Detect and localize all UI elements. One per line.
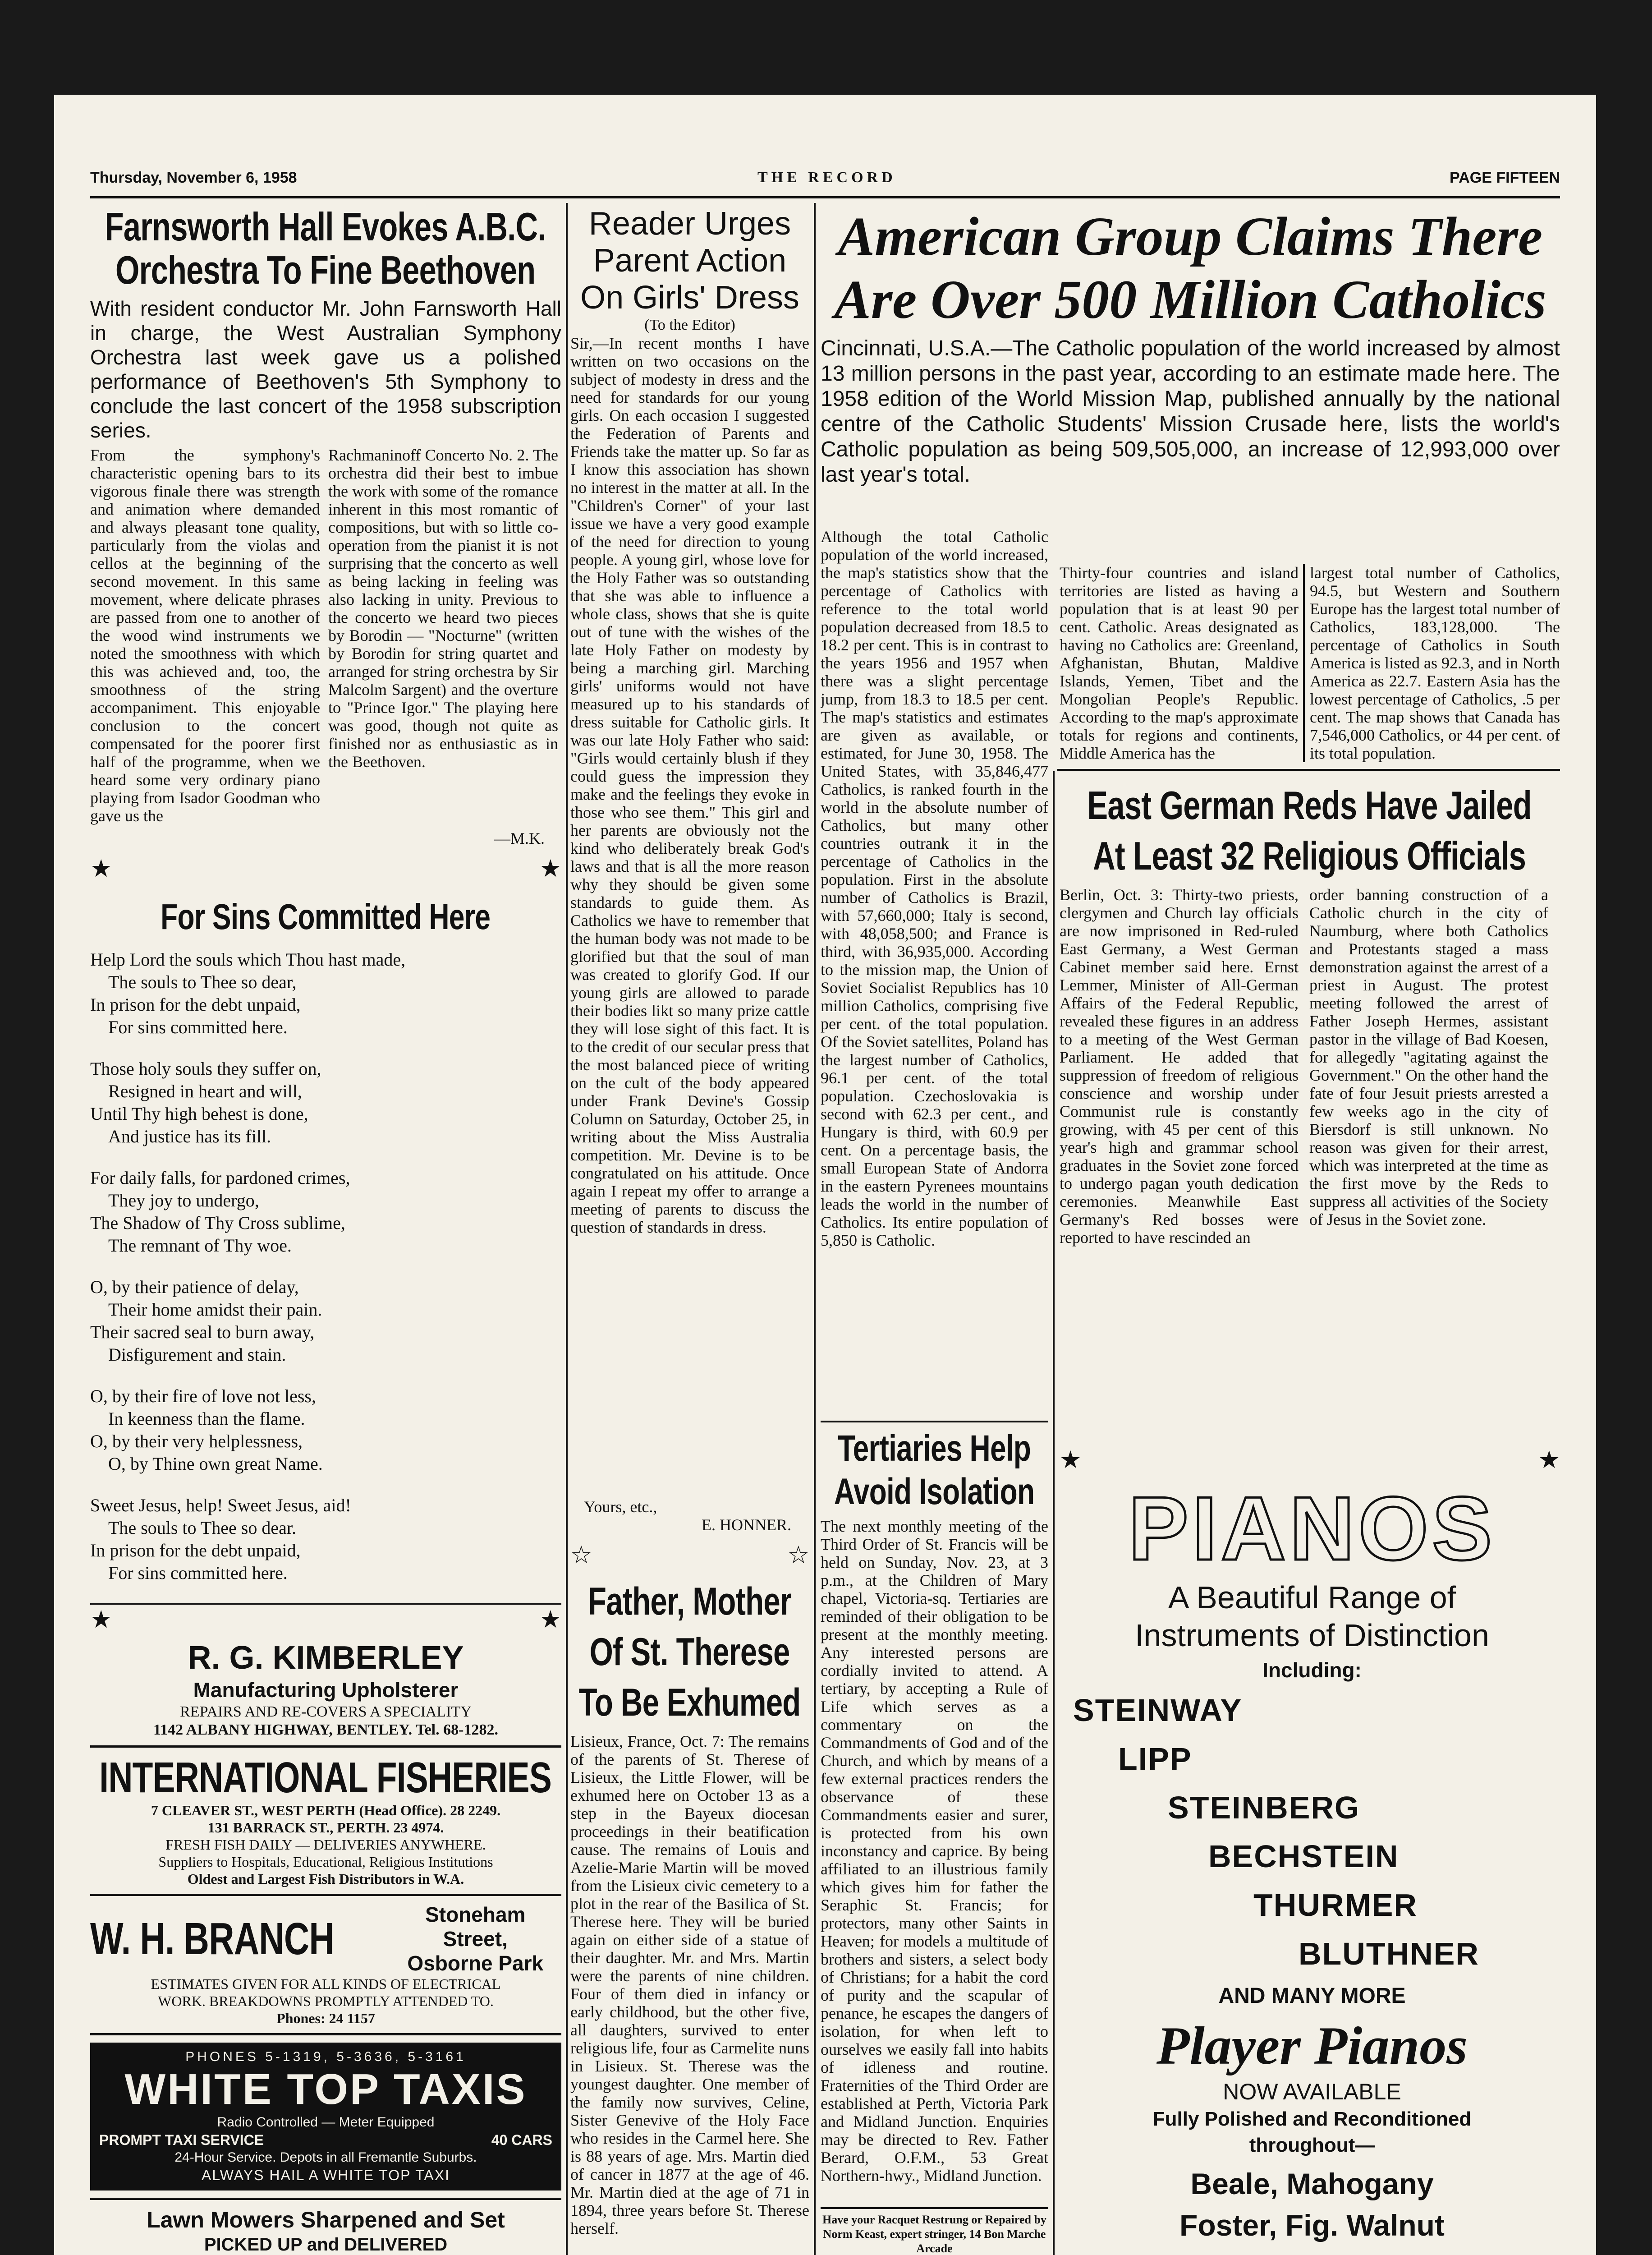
brand-thurmer: THURMER [1253, 1887, 1418, 1923]
pianos-woods1: Beale, Mahogany [1190, 2167, 1434, 2200]
pianos-title: PIANOS [1128, 1479, 1496, 1579]
poem-line: In prison for the debt unpaid, [90, 1540, 301, 1560]
pianos-polished2: throughout— [1249, 2134, 1375, 2156]
taxi-line1: Radio Controlled — Meter Equipped [217, 2115, 435, 2130]
therese-body: Lisieux, France, Oct. 7: The remains of the parents of St. Therese of Lisieux, the Little Flower, will be exhumed here on October 13 as a step in the Bayeux diocesan proceedings in their beatification cause. The remains of Louis and Azelie-Marie Martin will be moved from the Lisieux civic cemetery to a plot in the rear of the Basilica of St. Therese here. They will be buried again on either side of a statue of their daughter. Mr. and Mrs. Martin were the parents of nine children. Four of them died in infancy or early childhood, but the other five, all daughters, survived to enter religious life, four as Carmelite nuns in Lisieux. St. Therese was the youngest daughter. One member of the family now survives, Celine, Sister Genevive of the Holy Face who resides in the Carmel here. She is 88 years of age. Mrs. Martin died of cancer in 1877 at the age of 46. Mr. Martin died at the age of 71 in 1894, three years before St. Therese herself. [570, 1732, 809, 2237]
reader-signature: E. HONNER. [702, 1516, 791, 1534]
fisheries-line3: FRESH FISH DAILY — DELIVERIES ANYWHERE. [165, 1836, 486, 1853]
branch-address-line1: Stoneham Street, [425, 1903, 526, 1951]
reader-article [570, 205, 809, 1534]
poem-stanza [90, 948, 561, 1039]
pianos-sub1: A Beautiful Range of [1168, 1580, 1456, 1615]
mower-line1: Lawn Mowers Sharpened and Set [147, 2207, 505, 2232]
german-headline-line2: At Least 32 Religious Officials [1093, 833, 1526, 878]
poem-article [90, 894, 561, 1584]
taxi-ad [90, 2043, 561, 2191]
poem-line: Their home amidst their pain. [108, 1299, 322, 1320]
reader-headline-line2: Parent Action [593, 243, 787, 279]
poem-stanza [90, 1385, 561, 1475]
pianos-sub2: Instruments of Distinction [1135, 1618, 1489, 1653]
star-outline-icon: ☆ [570, 1542, 592, 1569]
poem-line: O, by Thine own great Name. [108, 1454, 323, 1474]
farnsworth-body-col2: Rachmaninoff Concerto No. 2. The orchestra did their best to imbue the work with some of the romance inherent in this most romantic of compositions, but with so little co-operation from the pianist it is not surprising that the concerto as well as being lacking in feeling was also lacking in unity. Previous to the concerto we heard two pieces by Borodin — "Nocturne" (written by Borodin for string quartet and arranged for string orchestra by Sir Malcolm Sargent) and the overture to "Prince Igor." The playing here was good, though not quite as finished nor as enthusiastic as in the Beethoven. [328, 446, 558, 771]
therese-headline-line1: Father, Mother [587, 1580, 792, 1623]
pianos-player: Player Pianos [1156, 2016, 1468, 2076]
catholics-lead: Cincinnati, U.S.A.—The Catholic population of the world increased by almost 13 million persons in the past year, according to an estimate made here. The 1958 edition of the World Mission Map, published annually by the national centre of the Catholic Students' Mission Crusade here, lists the world's Catholic population as being 509,505,000, an increase of 12,993,000 over last year's total. [821, 336, 1560, 487]
column-rule [814, 203, 816, 2255]
poem-line: O, by their patience of delay, [90, 1277, 299, 1297]
catholics-headline-line2: Are Over 500 Million Catholics [834, 269, 1546, 330]
german-headline-line1: East German Reds Have Jailed [1087, 783, 1532, 828]
pianos-ad [1064, 1479, 1560, 2255]
farnsworth-headline-line1: Farnsworth Hall Evokes A.B.C. [105, 205, 546, 249]
poem-line: For daily falls, for pardoned crimes, [90, 1168, 350, 1188]
catholics-headline-line1: American Group Claims There [838, 206, 1543, 267]
taxi-service: PROMPT TAXI SERVICE [99, 2132, 264, 2148]
star-icon: ★ [90, 1606, 112, 1633]
masthead-paper-name: THE RECORD [757, 169, 896, 186]
pianos-woods2: Foster, Fig. Walnut [1179, 2209, 1445, 2242]
separator-stars [1060, 1448, 1560, 1472]
brand-steinway: STEINWAY [1073, 1693, 1243, 1728]
fisheries-name: INTERNATIONAL FISHERIES [99, 1753, 552, 1802]
star-icon: ★ [90, 855, 112, 882]
masthead [90, 169, 1560, 198]
kimberley-line1: REPAIRS AND RE-COVERS A SPECIALITY [180, 1703, 472, 1720]
reader-body: Sir,—In recent months I have written on two occasions on the subject of modesty in dress and the need for standards for our young girls. On each occasion I suggested the Federation of Parents and Friends take the matter up. So far as I know this association has shown no interest in the matter at all. In the "Children's Corner" of your last issue we have a very good example of the need for direction to young people. A young girl, whose love for the Holy Father was so outstanding that she was able to influence a whole class, shows that she is quite out of tune with the wishes of the late Holy Father on modesty by being a marching girl. Marching girls' uniforms would not have measured up to his standards of dress suitable for Catholic girls. It was our late Holy Father who said: "Girls would certainly blush if they could guess the impression they make and the feelings they evoke in those who see them." This girl and her parents are obviously not the kind who deliberately break God's laws and that is all the more reason why they should be given some standards to guide them. As Catholics we have to remember that the human body was not made to be glorified but that the soul of man was created to glorify God. If our young girls are allowed to parade their bodies likt so many prize cattle they will lose sight of this fact. It is to the credit of our secular press that the most balanced piece of writing on the cult of the body appeared under Frank Devine's Gossip Column on Saturday, October 25, in writing about the Miss Australia competition. Mr. Devine is to be congratulated on his attitude. Once again I repeat my offer to arrange a meeting of parents to discuss the question of standards in dress. [570, 334, 809, 1236]
poem-body [90, 948, 561, 1584]
catholics-body-col3: largest total number of Catholics, 94.5, but Western and Southern Europe has the largest total number of Catholics, 183,128,000. The percentage of Catholics in South America is listed as 92.3, and in North America as 22.7. Eastern Asia has the lowest percentage of Catholics, .5 per cent. The map shows that Canada has 7,546,000 Catholics, or 44 per cent. of its total population. [1310, 564, 1560, 762]
separator-stars [90, 856, 561, 881]
branch-phone: Phones: 24 1157 [276, 2010, 375, 2026]
poem-line: Disfigurement and stain. [108, 1344, 286, 1365]
german-body-col2: order banning construction of a Catholic church in the city of Naumburg, where both Catholics and Protestants staged a mass demonstration against the arrest of a priest in August. The protest meeting followed the arrest of Father Joseph Hermes, assistant pastor in the village of Bad Koesen, for allegedly "agitating against the Government." On the other hand the fate of four Jesuit priests arrested a few weeks ago in the city of Biersdorf is still unknown. No reason was given for their arrest, which was interpreted at the time as the first move by the Reds to suppress all activities of the Society of Jesus in the Soviet zone. [1309, 886, 1548, 1229]
tertiaries-headline-line2: Avoid Isolation [834, 1471, 1035, 1512]
poem-line: Until Thy high behest is done, [90, 1104, 308, 1124]
pianos-more: AND MANY MORE [1218, 1984, 1406, 2008]
farnsworth-article [90, 205, 561, 852]
poem-line: And justice has its fill. [108, 1126, 271, 1146]
branch-line2: WORK. BREAKDOWNS PROMPTLY ATTENDED TO. [158, 1993, 494, 2009]
poem-line: For sins committed here. [108, 1017, 288, 1037]
middle-column [570, 205, 809, 2255]
poem-line: The souls to Thee so dear, [108, 972, 297, 992]
masthead-date: Thursday, November 6, 1958 [90, 169, 297, 186]
star-icon: ★ [539, 1606, 561, 1633]
poem-stanza [90, 1167, 561, 1257]
column-rule [566, 203, 568, 2255]
pianos-including: Including: [1262, 1658, 1362, 1682]
section-rule [1057, 769, 1560, 771]
kimberley-name: R. G. KIMBERLEY [188, 1640, 464, 1676]
mower-line2: PICKED UP and DELIVERED [204, 2235, 448, 2255]
poem-stanza [90, 1494, 561, 1584]
star-icon: ★ [1060, 1446, 1082, 1473]
taxi-cars: 40 CARS [491, 2132, 552, 2148]
kimberley-line2: 1142 ALBANY HIGHWAY, BENTLEY. Tel. 68-1282. [153, 1721, 498, 1738]
poem-line: The Shadow of Thy Cross sublime, [90, 1213, 345, 1233]
star-icon: ★ [1538, 1446, 1560, 1473]
poem-line: Their sacred seal to burn away, [90, 1322, 315, 1342]
fisheries-line2: 131 BARRACK ST., PERTH. 23 4974. [207, 1819, 444, 1836]
farnsworth-signoff: —M.K. [494, 829, 545, 847]
kimberley-subtitle: Manufacturing Upholsterer [193, 1678, 459, 1702]
pianos-available: NOW AVAILABLE [1223, 2079, 1401, 2104]
german-article [1060, 780, 1560, 1448]
reader-headline-line3: On Girls' Dress [580, 280, 799, 316]
fisheries-ad [90, 1748, 561, 1896]
taxi-line3: 24-Hour Service. Depots in all Fremantle Suburbs. [174, 2150, 477, 2165]
poem-line: Sweet Jesus, help! Sweet Jesus, aid! [90, 1495, 351, 1515]
reader-byline: (To the Editor) [644, 317, 735, 333]
branch-ad [90, 1896, 561, 2035]
catholics-body-col1: Although the total Catholic population of the world increased, the map's statistics show that the percentage of Catholics with reference to the total world population decreased from 18.5 to 18.2 per cent. This is in contrast to the years 1956 and 1957 when there was a slight percentage jump, from 18.3 to 18.5 per cent. The map's statistics and estimates are given as available, or estimated, for June 30, 1958. The United States, with 35,846,477 Catholics, is ranked fourth in the world in the absolute number of Catholics, but many other countries outrank it in the percentage of Catholics in the population. First in the absolute number of Catholics is Brazil, with 57,660,000; Italy is second, with 48,058,500; and France is third, with 36,935,000. According to the mission map, the Union of Soviet Socialist Republics has 10 million Catholics, comprising five per cent. of the total population. Of the Soviet satellites, Poland has the largest number of Catholics, 96.1 per cent. of the total population. Czechoslovakia is second with 62.3 per cent., and Hungary is third, with 60.9 per cent. On a percentage basis, the small European State of Andorra in the eastern Pyrenees mountains leads the world in the number of Catholics. Its entire population of 5,850 is Catholic. [821, 528, 1048, 1249]
therese-headline-line2: Of St. Therese [589, 1630, 790, 1674]
column-rule [1303, 564, 1305, 762]
star-icon: ★ [539, 855, 561, 882]
therese-headline-line3: To Be Exhumed [578, 1681, 801, 1724]
tertiaries-article [821, 1421, 1048, 2255]
brand-bechstein: BECHSTEIN [1208, 1839, 1399, 1874]
mower-ad [90, 2198, 561, 2255]
poem-line: Resigned in heart and will, [108, 1081, 302, 1101]
tertiaries-headline-line1: Tertiaries Help [838, 1428, 1031, 1469]
farnsworth-body-col1: From the symphony's characteristic opening bars to its vigorous finale there was strength and animation where demanded and always pleasant tone quality, particularly from the violas and cellos at the beginning of the second movement. In this same movement, where delicate phrases are passed from one to another of the wood wind instruments we noted the smoothness with which this was achieved and, too, the smoothness of the string accompaniment. This enjoyable conclusion to the concert compensated for the poorer first half of the programme, when we heard some very ordinary piano playing from Isador Goodman who gave us the [90, 446, 320, 825]
star-outline-icon: ☆ [787, 1542, 809, 1569]
poem-line: O, by their very helplessness, [90, 1431, 303, 1451]
masthead-page-number: PAGE FIFTEEN [1450, 169, 1560, 186]
branch-address-line2: Osborne Park [407, 1951, 544, 1975]
farnsworth-lead: With resident conductor Mr. John Farnsworth Hall in charge, the West Australian Symphony Orchestra last week gave us a polished performance of Beethoven's 5th Symphony to conclude the last concert of the 1958 subscription series. [90, 297, 561, 442]
poem-line: Help Lord the souls which Thou hast made, [90, 949, 406, 970]
poem-line: The remnant of Thy woe. [108, 1235, 292, 1256]
poem-stanza [90, 1276, 561, 1366]
fisheries-line1: 7 CLEAVER ST., WEST PERTH (Head Office). 28 2249. [151, 1802, 501, 1818]
taxi-name: WHITE TOP TAXIS [124, 2065, 527, 2113]
german-body-col1: Berlin, Oct. 3: Thirty-two priests, clergymen and Church lay officials are now imprisoned in Red-ruled East Germany, a West German Cabinet member said here. Ernst Lemmer, Minister of All-German Affairs of the Federal Republic, revealed these figures in an address to a meeting of the West German Parliament. He added that suppression of freedom of religious conscience and worship under Communist rule is constantly growing, with 45 per cent of this year's high and grammar school graduates in the Soviet zone forced to undergo pagan youth dedication ceremonies. Meanwhile East Germany's Red bosses were reported to have rescinded an [1060, 886, 1299, 1247]
column-rule [1053, 771, 1055, 2255]
kimberley-ad [90, 1632, 561, 1748]
branch-line1: ESTIMATES GIVEN FOR ALL KINDS OF ELECTRICAL [151, 1976, 501, 1992]
therese-article [570, 1576, 809, 2255]
separator-stars [570, 1543, 809, 1567]
taxi-phones: PHONES 5-1319, 5-3636, 5-3161 [185, 2049, 466, 2064]
reader-yours: Yours, etc., [584, 1498, 657, 1516]
newspaper-page [54, 95, 1596, 2255]
pianos-contact [1064, 2250, 1560, 2255]
farnsworth-headline-line2: Orchestra To Fine Beethoven [115, 248, 536, 292]
left-column [90, 205, 561, 2255]
branch-name: W. H. BRANCH [90, 1914, 334, 1964]
poem-line: In keenness than the flame. [108, 1408, 305, 1429]
taxi-line4: ALWAYS HAIL A WHITE TOP TAXI [202, 2167, 450, 2183]
catholics-body-col2: Thirty-four countries and island territories are listed as having a population that is at least 90 per cent. Catholic. Areas designated as having no Catholics are: Greenland, Afghanistan, Bhutan, Maldive Islands, Yemen, Tibet and the Mongolian People's Republic. According to the map's approximate totals for regions and continents, Middle America has the [1060, 564, 1299, 762]
pianos-polished1: Fully Polished and Reconditioned [1152, 2108, 1472, 2130]
tertiaries-body: The next monthly meeting of the Third Order of St. Francis will be held on Sunday, Nov. 23, at 3 p.m., at the Children of Mary chapel, Victoria-sq. Tertiaries are reminded of their obligation to be present at the monthly meeting. Any interested persons are cordially invited to attend. A tertiary, by accepting a Rule of Life which serves as a commentary on the Commandments of God and of the Church, and which by means of a few external practices renders the observance of these Commandments easier and surer, is protected from his own inconstancy and caprice. By being affiliated to an illustrious family which gives him for father the Seraphic St. Francis; for protectors, many other Saints in Heaven; for models a multitude of brothers and sisters, a select body of Christians; for a habit the cord of purity and the scapular of penance, he escapes the dangers of isolation, for when left to ourselves we easily fall into habits of idleness and routine. Fraternities of the Third Order are established at Perth, Victoria Park and Midland Junction. Enquiries may be directed to Rev. Father Berard, O.F.M., 53 Great Northern-hwy., Midland Junction. [821, 1517, 1048, 2185]
fisheries-line5: Oldest and Largest Fish Distributors in W.A. [187, 1871, 464, 1887]
poem-line: They joy to undergo, [108, 1190, 259, 1210]
pianos-brands [1064, 1686, 1560, 1978]
brand-steinberg: STEINBERG [1168, 1790, 1360, 1825]
brand-bluthner: BLUTHNER [1299, 1936, 1479, 1971]
poem-title: For Sins Committed Here [161, 897, 491, 937]
poem-stanza [90, 1058, 561, 1148]
poem-line: For sins committed here. [108, 1563, 288, 1583]
fisheries-line4: Suppliers to Hospitals, Educational, Religious Institutions [158, 1854, 493, 1870]
poem-line: O, by their fire of love not less, [90, 1386, 316, 1406]
reader-headline-line1: Reader Urges [588, 206, 791, 242]
poem-line: Those holy souls they suffer on, [90, 1058, 321, 1079]
poem-line: In prison for the debt unpaid, [90, 994, 301, 1015]
brand-lipp: LIPP [1118, 1741, 1192, 1776]
poem-line: The souls to Thee so dear. [108, 1518, 296, 1538]
separator-stars [90, 1603, 561, 1632]
racquet-ad: Have your Racquet Restrung or Repaired by Norm Keast, expert stringer, 14 Bon Marche Arcade [821, 2207, 1048, 2255]
